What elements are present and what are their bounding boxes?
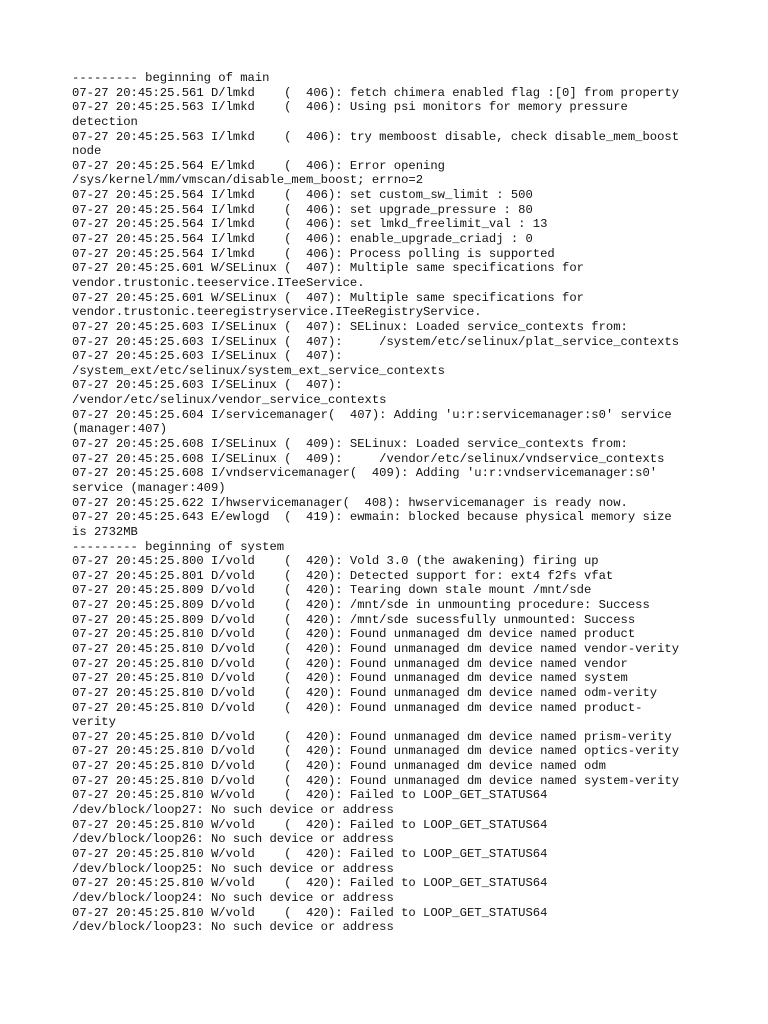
log-line: 07-27 20:45:25.603 I/SELinux ( 407): SELinux: Loaded service_contexts from:	[72, 319, 628, 334]
log-line: 07-27 20:45:25.608 I/SELinux ( 409): SELinux: Loaded service_contexts from:	[72, 437, 628, 452]
log-line: 07-27 20:45:25.563 I/lmkd ( 406): Using psi monitors for memory pressure	[72, 100, 628, 115]
log-line: /dev/block/loop27: No such device or address	[72, 803, 394, 818]
log-line: --------- beginning of system	[72, 539, 285, 554]
log-line: 07-27 20:45:25.810 D/vold ( 420): Found unmanaged dm device named optics-verity	[72, 744, 680, 759]
log-line: 07-27 20:45:25.604 I/servicemanager( 407): Adding 'u:r:servicemanager:s0' service	[72, 407, 672, 422]
log-line: 07-27 20:45:25.564 I/lmkd ( 406): Process polling is supported	[72, 246, 555, 261]
log-line: 07-27 20:45:25.564 I/lmkd ( 406): enable_upgrade_criadj : 0	[72, 232, 533, 247]
log-line: 07-27 20:45:25.601 W/SELinux ( 407): Multiple same specifications for	[72, 290, 584, 305]
log-line: 07-27 20:45:25.810 D/vold ( 420): Found unmanaged dm device named system	[72, 671, 628, 686]
log-line: vendor.trustonic.teeregistryservice.ITeeRegistryService.	[72, 305, 482, 320]
log-line: 07-27 20:45:25.564 E/lmkd ( 406): Error opening	[72, 158, 445, 173]
log-line: 07-27 20:45:25.564 I/lmkd ( 406): set upgrade_pressure : 80	[72, 202, 533, 217]
log-line: 07-27 20:45:25.810 D/vold ( 420): Found unmanaged dm device named product	[72, 627, 636, 642]
log-line: verity	[72, 715, 116, 730]
log-line: --------- beginning of main	[72, 71, 270, 85]
log-line: 07-27 20:45:25.810 W/vold ( 420): Failed to LOOP_GET_STATUS64	[72, 905, 548, 920]
log-line: 07-27 20:45:25.810 W/vold ( 420): Failed to LOOP_GET_STATUS64	[72, 846, 548, 861]
log-document	[72, 71, 712, 935]
log-line: /dev/block/loop23: No such device or address	[72, 920, 394, 935]
log-line: 07-27 20:45:25.801 D/vold ( 420): Detected support for: ext4 f2fs vfat	[72, 568, 614, 583]
log-line: 07-27 20:45:25.563 I/lmkd ( 406): try memboost disable, check disable_mem_boost	[72, 129, 680, 144]
log-line: 07-27 20:45:25.809 D/vold ( 420): /mnt/sde sucessfully unmounted: Success	[72, 612, 636, 627]
log-line: 07-27 20:45:25.810 D/vold ( 420): Found unmanaged dm device named system-verity	[72, 773, 680, 788]
log-line: 07-27 20:45:25.809 D/vold ( 420): /mnt/sde in unmounting procedure: Success	[72, 598, 650, 613]
log-line: 07-27 20:45:25.810 W/vold ( 420): Failed to LOOP_GET_STATUS64	[72, 788, 548, 803]
log-line: 07-27 20:45:25.603 I/SELinux ( 407):	[72, 378, 343, 393]
log-line: /vendor/etc/selinux/vendor_service_contexts	[72, 393, 387, 408]
log-line: 07-27 20:45:25.810 D/vold ( 420): Found unmanaged dm device named vendor	[72, 656, 628, 671]
log-line: /dev/block/loop25: No such device or address	[72, 861, 394, 876]
log-line: 07-27 20:45:25.810 D/vold ( 420): Found unmanaged dm device named vendor-verity	[72, 641, 680, 656]
log-line: 07-27 20:45:25.810 D/vold ( 420): Found unmanaged dm device named odm-verity	[72, 685, 658, 700]
log-line: node	[72, 144, 102, 159]
log-line: vendor.trustonic.teeservice.ITeeService.	[72, 275, 365, 290]
log-line: 07-27 20:45:25.564 I/lmkd ( 406): set custom_sw_limit : 500	[72, 188, 533, 203]
log-line: 07-27 20:45:25.810 W/vold ( 420): Failed to LOOP_GET_STATUS64	[72, 817, 548, 832]
log-line: 07-27 20:45:25.603 I/SELinux ( 407):	[72, 349, 343, 364]
log-line: is 2732MB	[72, 524, 138, 539]
log-line: /system_ext/etc/selinux/system_ext_service_contexts	[72, 363, 445, 378]
log-line: service (manager:409)	[72, 480, 226, 495]
log-line: 07-27 20:45:25.603 I/SELinux ( 407): /system/etc/selinux/plat_service_contexts	[72, 334, 680, 349]
log-line: /sys/kernel/mm/vmscan/disable_mem_boost; errno=2	[72, 173, 424, 188]
log-line: 07-27 20:45:25.809 D/vold ( 420): Tearing down stale mount /mnt/sde	[72, 583, 592, 598]
log-line: 07-27 20:45:25.608 I/SELinux ( 409): /vendor/etc/selinux/vndservice_contexts	[72, 451, 665, 466]
log-line: 07-27 20:45:25.810 W/vold ( 420): Failed to LOOP_GET_STATUS64	[72, 876, 548, 891]
log-line: detection	[72, 114, 138, 129]
log-line: 07-27 20:45:25.561 D/lmkd ( 406): fetch chimera enabled flag :[0] from property	[72, 85, 680, 100]
log-line: 07-27 20:45:25.800 I/vold ( 420): Vold 3.0 (the awakening) firing up	[72, 554, 599, 569]
log-line: 07-27 20:45:25.810 D/vold ( 420): Found unmanaged dm device named odm	[72, 759, 606, 774]
log-line: /dev/block/loop24: No such device or address	[72, 890, 394, 905]
log-line: /dev/block/loop26: No such device or address	[72, 832, 394, 847]
log-line: 07-27 20:45:25.564 I/lmkd ( 406): set lmkd_freelimit_val : 13	[72, 217, 548, 232]
log-line: 07-27 20:45:25.608 I/vndservicemanager( 409): Adding 'u:r:vndservicemanager:s0'	[72, 466, 658, 481]
log-line: 07-27 20:45:25.810 D/vold ( 420): Found unmanaged dm device named prism-verity	[72, 729, 672, 744]
log-line: 07-27 20:45:25.622 I/hwservicemanager( 408): hwservicemanager is ready now.	[72, 495, 628, 510]
log-line: (manager:407)	[72, 422, 168, 437]
log-line: 07-27 20:45:25.601 W/SELinux ( 407): Multiple same specifications for	[72, 261, 584, 276]
log-line: 07-27 20:45:25.643 E/ewlogd ( 419): ewmain: blocked because physical memory size	[72, 510, 672, 525]
log-line: 07-27 20:45:25.810 D/vold ( 420): Found unmanaged dm device named product-	[72, 700, 643, 715]
